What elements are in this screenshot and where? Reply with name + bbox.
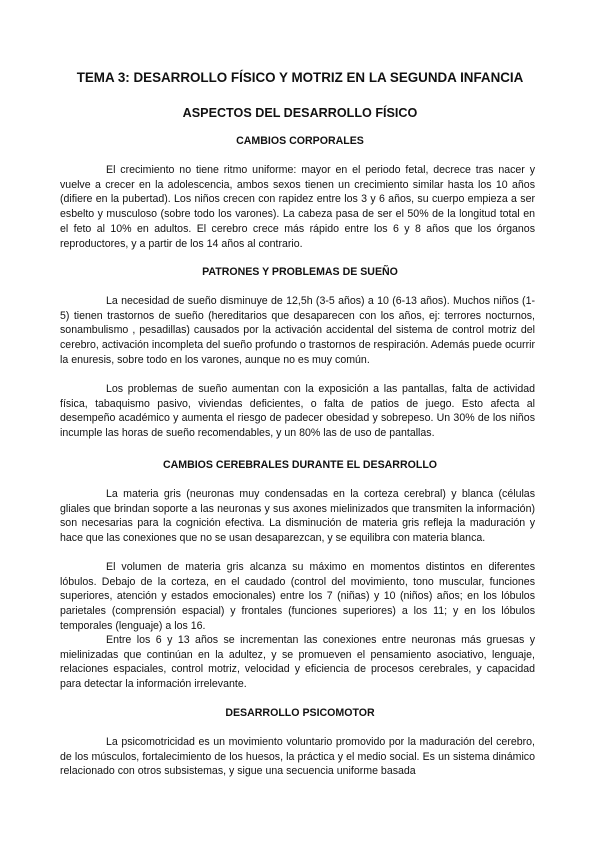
section-heading-desarrollo-psicomotor: DESARROLLO PSICOMOTOR: [225, 707, 375, 719]
paragraph: El crecimiento no tiene ritmo uniforme: mayor en el periodo fetal, decrece tras nacer y vuelve a crecer en la adolescencia, ambos sexos tienen un crecimiento similar hasta los 10 años (difiere en la pubertad). Los niños crecen con rapidez entre los 3 y 6 años, su cuerpo empieza a ser esbelto y musculoso (sobre todo los varones). La cabeza pasa de ser el 50% de la longitud total en el feto al 10% en adultos. El cerebro crece más rápido entre los 6 y 8 años que los órganos reproductores, y a partir de los 14 años al contrario.: [60, 164, 535, 250]
section-heading-cambios-cerebrales: CAMBIOS CEREBRALES DURANTE EL DESARROLLO: [162, 459, 438, 471]
section-heading-cambios-corporales: CAMBIOS CORPORALES: [236, 135, 364, 147]
paragraph: El volumen de materia gris alcanza su máximo en momentos distintos en diferentes lóbulos. Debajo de la corteza, en el caudado (control del movimiento, tono muscular, funciones superiores, atención y estados emocionales) entre los 7 (niñas) y 10 (niños) años; en los lóbulos parietales (comprensión espacial) y frontales (funciones superiores) a los 11; y en los lóbulos temporales (lenguaje) a los 16.: [60, 561, 535, 632]
section-group-title: ASPECTOS DEL DESARROLLO FÍSICO: [182, 106, 418, 120]
document-title: TEMA 3: DESARROLLO FÍSICO Y MOTRIZ EN LA SEGUNDA INFANCIA: [76, 70, 524, 85]
paragraph: Los problemas de sueño aumentan con la exposición a las pantallas, falta de actividad física, tabaquismo pasivo, viviendas deficientes, o falta de patios de juego. Esto afecta al desempeño académico y aumenta el riesgo de padecer obesidad y sobrepeso. Un 30% de los niños incumple las horas de sueño recomendables, y un 80% las de uso de pantallas.: [60, 383, 535, 440]
paragraph: La materia gris (neuronas muy condensadas en la corteza cerebral) y blanca (células gliales que brindan soporte a las neuronas y sus axones mielinizados que transmiten la información) son necesarias para la cognición efectiva. La disminución de materia gris refleja la maduración y hace que las conexiones que no se usan desaparezcan, y se equilibra con materia blanca.: [60, 488, 535, 545]
section-heading-patrones-suenio: PATRONES Y PROBLEMAS DE SUEÑO: [202, 266, 398, 278]
paragraph: Entre los 6 y 13 años se incrementan las conexiones entre neuronas más gruesas y mielinizadas que continúan en la adultez, y se promueven el pensamiento asociativo, lenguaje, relaciones espaciales, control motriz, velocidad y eficiencia de procesos cerebrales, y capacidad para detectar la información irrelevante.: [60, 634, 535, 691]
paragraph: La psicomotricidad es un movimiento voluntario promovido por la maduración del cerebro, de los músculos, fortalecimiento de los huesos, la práctica y el medio social. Es un sistema dinámico relacionado con otros subsistemas, y sigue una secuencia uniforme basada: [60, 736, 535, 778]
paragraph: La necesidad de sueño disminuye de 12,5h (3-5 años) a 10 (6-13 años). Muchos niños (1-5) tienen trastornos de sueño (hereditarios que desaparecen con los años, ej: terrores nocturnos, sonambulismo , pesadillas) causados por la activación accidental del sistema de control motriz del cerebro, activación incompleta del sueño profundo o trastornos de respiración. Además puede ocurrir la enuresis, sobre todo en los varones, aunque no es muy común.: [60, 295, 535, 366]
